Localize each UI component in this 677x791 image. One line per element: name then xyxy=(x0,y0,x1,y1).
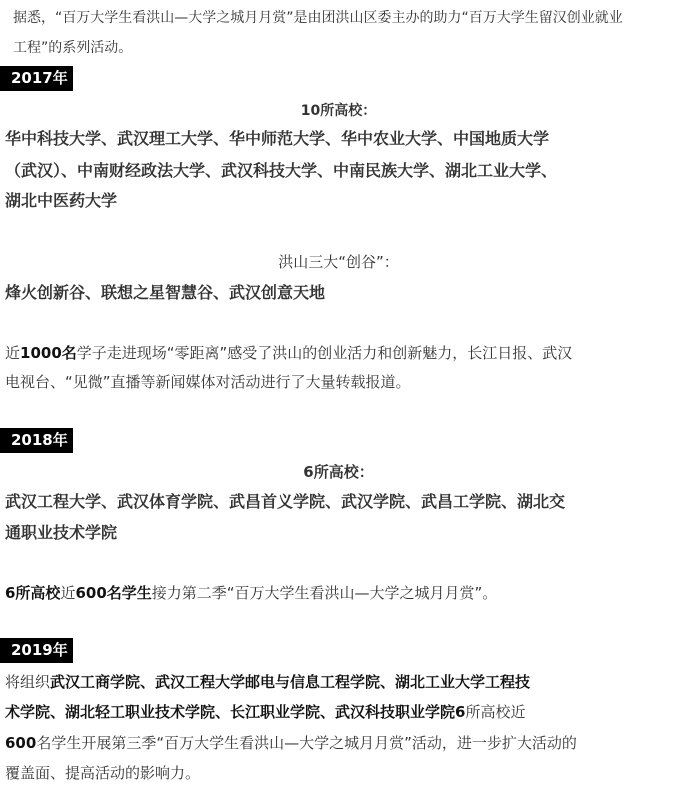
plan-2019-pre: 将组织 xyxy=(5,673,51,691)
valley-heading-2017: 洪山三大“创谷”： xyxy=(278,253,399,271)
schools-line-2018-1: 武汉工程大学、武汉体育学院、武昌首义学院、武汉学院、武昌工学院、湖北交 xyxy=(5,492,566,511)
year-header-2018: 2018年 xyxy=(0,428,73,453)
schools-line-2017-1: 华中科技大学、武汉理工大学、华中师范大学、华中农业大学、中国地质大学 xyxy=(5,129,550,148)
summary-2018-students: 600名学生 xyxy=(75,584,152,602)
summary-2017-pre: 近 xyxy=(5,344,21,362)
plan-2019-students: 600 xyxy=(5,734,37,752)
summary-2018-t2: 接力第二季“百万大学生看洪山—大学之城月月赏”。 xyxy=(151,584,498,602)
schools-line-2017-3: 湖北中医药大学 xyxy=(5,191,118,210)
schools-line-2017-2: （武汉）、中南财经政法大学、武汉科技大学、中南民族大学、湖北工业大学、 xyxy=(5,161,558,180)
plan-2019-activity: 名学生开展第三季“百万大学生看洪山—大学之城月月赏”活动，进一步扩大活动的 xyxy=(36,734,577,752)
schools-line-2018-2: 通职业技术学院 xyxy=(5,523,118,542)
schools-heading-2018: 6所高校： xyxy=(303,463,374,481)
summary-2017-line-1 xyxy=(5,338,572,368)
plan-2019-line-1 xyxy=(5,667,530,697)
plan-2019-line-4: 覆盖面、提高活动的影响力。 xyxy=(5,764,201,782)
year-header-2019: 2019年 xyxy=(0,638,73,663)
summary-2018-t1: 近 xyxy=(60,584,76,602)
plan-2019-line-3 xyxy=(5,728,577,758)
plan-2019-count-text: 所高校近 xyxy=(465,703,526,721)
summary-2017-line-2: 电视台、“见微”直播等新闻媒体对活动进行了大量转载报道。 xyxy=(5,373,411,391)
summary-2017-post: 学子走进现场“零距离”感受了洪山的创业活力和创新魅力，长江日报、武汉 xyxy=(76,344,573,362)
intro-line-2: 工程”的系列活动。 xyxy=(13,40,133,56)
schools-heading-2017: 10所高校： xyxy=(300,103,377,119)
plan-2019-schools-b: 术学院、湖北轻工职业技术学院、长江职业学院、武汉科技职业学院6 xyxy=(5,703,466,721)
intro-line-1: 据悉，“百万大学生看洪山—大学之城月月赏”是由团洪山区委主办的助力“百万大学生留汉创业就业 xyxy=(13,10,623,26)
summary-2018-schools: 6所高校 xyxy=(5,584,61,602)
valley-line-2017: 烽火创新谷、联想之星智慧谷、武汉创意天地 xyxy=(5,283,326,302)
plan-2019-schools-a: 武汉工商学院、武汉工程大学邮电与信息工程学院、湖北工业大学工程技 xyxy=(50,673,531,691)
year-header-2017: 2017年 xyxy=(0,66,73,91)
summary-2017-count: 1000名 xyxy=(20,344,77,362)
plan-2019-line-2 xyxy=(5,697,525,727)
summary-2018 xyxy=(5,578,497,608)
